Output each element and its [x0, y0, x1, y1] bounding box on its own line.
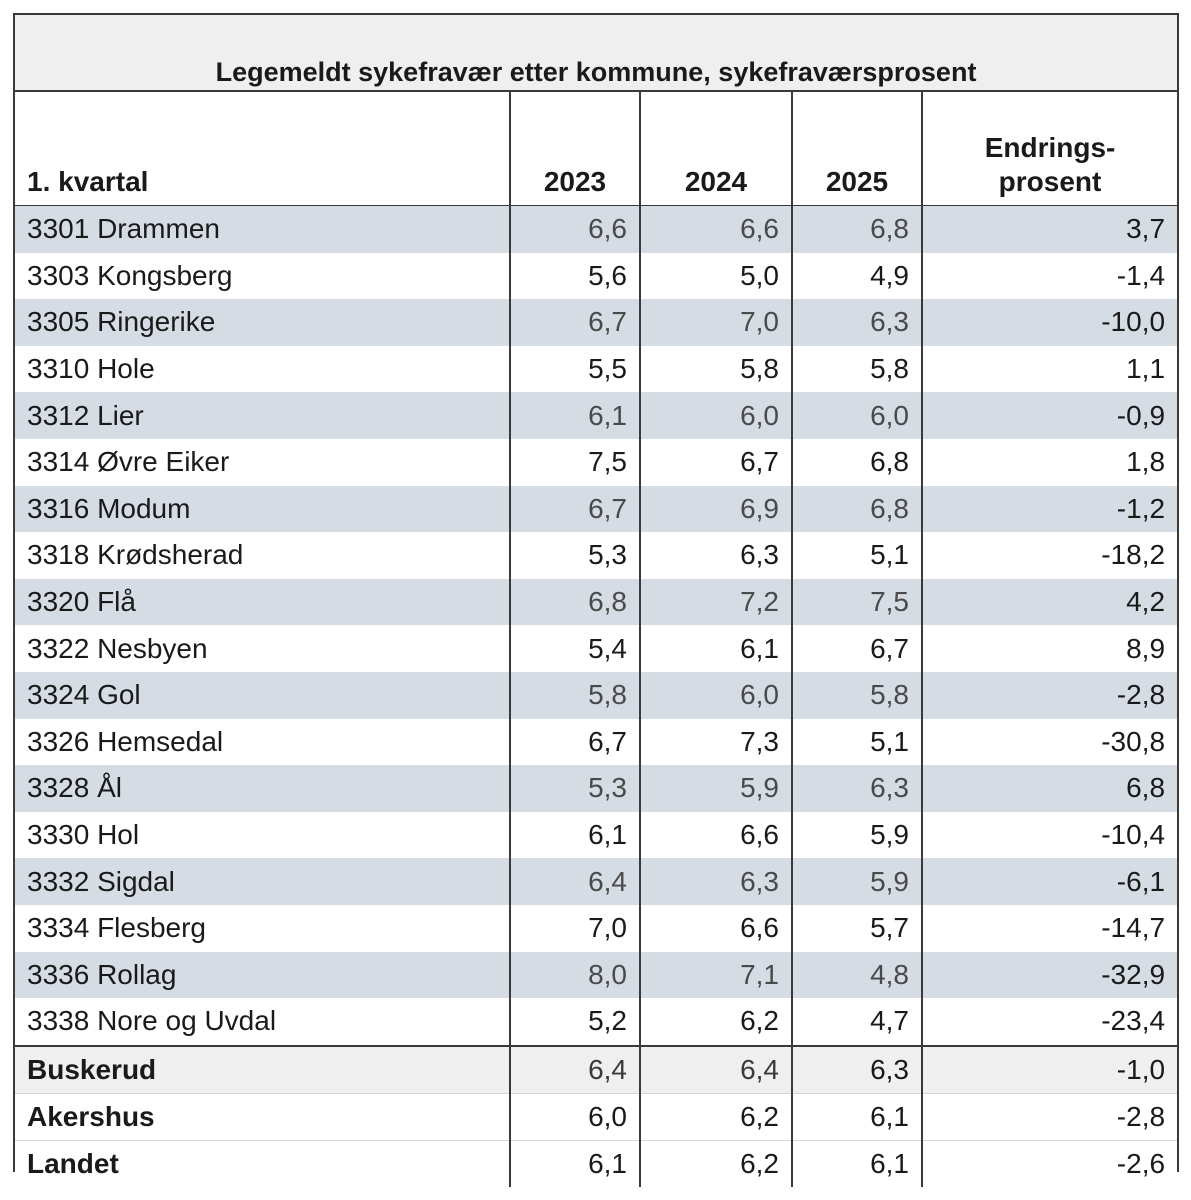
cell-2023: 6,8 — [510, 579, 640, 626]
row-name: 3338 Nore og Uvdal — [15, 998, 510, 1046]
header-2025: 2025 — [792, 91, 922, 206]
summary-name: Landet — [15, 1140, 510, 1187]
cell-change: -2,8 — [922, 672, 1177, 719]
row-name: 3318 Krødsherad — [15, 532, 510, 579]
row-name: 3334 Flesberg — [15, 905, 510, 952]
cell-change: -23,4 — [922, 998, 1177, 1046]
cell-change: 6,8 — [922, 765, 1177, 812]
row-name: 3301 Drammen — [15, 206, 510, 253]
cell-2024: 6,2 — [640, 998, 792, 1046]
cell-2023: 8,0 — [510, 952, 640, 999]
cell-2023: 6,6 — [510, 206, 640, 253]
cell-2024: 5,0 — [640, 253, 792, 300]
cell-2023: 6,7 — [510, 299, 640, 346]
cell-change: -0,9 — [922, 392, 1177, 439]
cell-2023: 5,8 — [510, 672, 640, 719]
cell-2023: 5,3 — [510, 765, 640, 812]
cell-change: -10,0 — [922, 299, 1177, 346]
cell-2025: 5,8 — [792, 672, 922, 719]
cell-2025: 5,9 — [792, 858, 922, 905]
row-name: 3305 Ringerike — [15, 299, 510, 346]
cell-2023: 5,2 — [510, 998, 640, 1046]
cell-2025: 6,8 — [792, 486, 922, 533]
summary-change: -1,0 — [922, 1046, 1177, 1094]
title-row — [15, 15, 1177, 91]
cell-2024: 6,3 — [640, 532, 792, 579]
row-name: 3320 Flå — [15, 579, 510, 626]
cell-change: -14,7 — [922, 905, 1177, 952]
cell-2024: 6,9 — [640, 486, 792, 533]
cell-2023: 6,1 — [510, 812, 640, 859]
table-row — [15, 346, 1177, 393]
row-name: 3312 Lier — [15, 392, 510, 439]
summary-change: -2,6 — [922, 1140, 1177, 1187]
cell-change: -1,4 — [922, 253, 1177, 300]
summary-name: Akershus — [15, 1093, 510, 1140]
cell-change: -30,8 — [922, 719, 1177, 766]
table-row — [15, 905, 1177, 952]
cell-2024: 6,1 — [640, 625, 792, 672]
row-name: 3324 Gol — [15, 672, 510, 719]
cell-change: -10,4 — [922, 812, 1177, 859]
table-row — [15, 439, 1177, 486]
row-name: 3322 Nesbyen — [15, 625, 510, 672]
data-table — [15, 15, 1177, 1187]
summary-change: -2,8 — [922, 1093, 1177, 1140]
table-row — [15, 299, 1177, 346]
row-name: 3326 Hemsedal — [15, 719, 510, 766]
cell-2023: 6,4 — [510, 858, 640, 905]
table-row — [15, 392, 1177, 439]
cell-2023: 5,5 — [510, 346, 640, 393]
summary-2024: 6,2 — [640, 1140, 792, 1187]
summary-2025: 6,1 — [792, 1093, 922, 1140]
row-name: 3330 Hol — [15, 812, 510, 859]
summary-name: Buskerud — [15, 1046, 510, 1094]
cell-2023: 6,7 — [510, 486, 640, 533]
cell-2025: 6,7 — [792, 625, 922, 672]
summary-2024: 6,4 — [640, 1046, 792, 1094]
cell-change: 1,8 — [922, 439, 1177, 486]
cell-2024: 6,7 — [640, 439, 792, 486]
cell-2025: 6,8 — [792, 439, 922, 486]
cell-change: 3,7 — [922, 206, 1177, 253]
cell-change: 4,2 — [922, 579, 1177, 626]
cell-change: -18,2 — [922, 532, 1177, 579]
table-row — [15, 719, 1177, 766]
header-row — [15, 91, 1177, 206]
summary-row — [15, 1140, 1177, 1187]
summary-2023: 6,0 — [510, 1093, 640, 1140]
header-2023: 2023 — [510, 91, 640, 206]
cell-2024: 6,0 — [640, 672, 792, 719]
cell-2025: 7,5 — [792, 579, 922, 626]
cell-2023: 6,7 — [510, 719, 640, 766]
summary-2024: 6,2 — [640, 1093, 792, 1140]
cell-2024: 7,2 — [640, 579, 792, 626]
row-name: 3332 Sigdal — [15, 858, 510, 905]
cell-2025: 5,1 — [792, 532, 922, 579]
cell-2025: 4,8 — [792, 952, 922, 999]
cell-2024: 6,3 — [640, 858, 792, 905]
row-name: 3328 Ål — [15, 765, 510, 812]
row-name: 3316 Modum — [15, 486, 510, 533]
cell-2024: 5,8 — [640, 346, 792, 393]
table-row — [15, 998, 1177, 1046]
summary-2025: 6,1 — [792, 1140, 922, 1187]
cell-2025: 5,7 — [792, 905, 922, 952]
cell-2024: 6,6 — [640, 812, 792, 859]
summary-row — [15, 1093, 1177, 1140]
row-name: 3314 Øvre Eiker — [15, 439, 510, 486]
cell-2025: 4,9 — [792, 253, 922, 300]
table-row — [15, 253, 1177, 300]
cell-change: -32,9 — [922, 952, 1177, 999]
header-2024: 2024 — [640, 91, 792, 206]
cell-2023: 5,4 — [510, 625, 640, 672]
table-row — [15, 579, 1177, 626]
cell-2025: 5,8 — [792, 346, 922, 393]
summary-2025: 6,3 — [792, 1046, 922, 1094]
cell-change: -1,2 — [922, 486, 1177, 533]
table-row — [15, 532, 1177, 579]
cell-2024: 5,9 — [640, 765, 792, 812]
row-name: 3336 Rollag — [15, 952, 510, 999]
cell-2025: 6,8 — [792, 206, 922, 253]
cell-2024: 7,3 — [640, 719, 792, 766]
table-row — [15, 672, 1177, 719]
cell-change: -6,1 — [922, 858, 1177, 905]
cell-change: 1,1 — [922, 346, 1177, 393]
cell-2024: 6,0 — [640, 392, 792, 439]
row-name: 3310 Hole — [15, 346, 510, 393]
table-row — [15, 952, 1177, 999]
cell-2023: 7,0 — [510, 905, 640, 952]
cell-2023: 7,5 — [510, 439, 640, 486]
sick-leave-table — [13, 13, 1179, 1179]
cell-2025: 6,0 — [792, 392, 922, 439]
table-row — [15, 206, 1177, 253]
cell-2024: 7,0 — [640, 299, 792, 346]
cell-change: 8,9 — [922, 625, 1177, 672]
summary-2023: 6,4 — [510, 1046, 640, 1094]
table-row — [15, 812, 1177, 859]
table-title: Legemeldt sykefravær etter kommune, sykefraværsprosent — [15, 15, 1177, 91]
cell-2025: 4,7 — [792, 998, 922, 1046]
summary-2023: 6,1 — [510, 1140, 640, 1187]
cell-2023: 5,3 — [510, 532, 640, 579]
cell-2024: 7,1 — [640, 952, 792, 999]
cell-2024: 6,6 — [640, 905, 792, 952]
table-row — [15, 486, 1177, 533]
cell-2025: 5,9 — [792, 812, 922, 859]
table-row — [15, 765, 1177, 812]
header-change: Endrings- prosent — [922, 91, 1177, 206]
cell-2024: 6,6 — [640, 206, 792, 253]
header-period: 1. kvartal — [15, 91, 510, 206]
summary-row — [15, 1046, 1177, 1094]
cell-2025: 5,1 — [792, 719, 922, 766]
table-row — [15, 625, 1177, 672]
row-name: 3303 Kongsberg — [15, 253, 510, 300]
table-row — [15, 858, 1177, 905]
cell-2025: 6,3 — [792, 765, 922, 812]
cell-2023: 6,1 — [510, 392, 640, 439]
cell-2023: 5,6 — [510, 253, 640, 300]
cell-2025: 6,3 — [792, 299, 922, 346]
